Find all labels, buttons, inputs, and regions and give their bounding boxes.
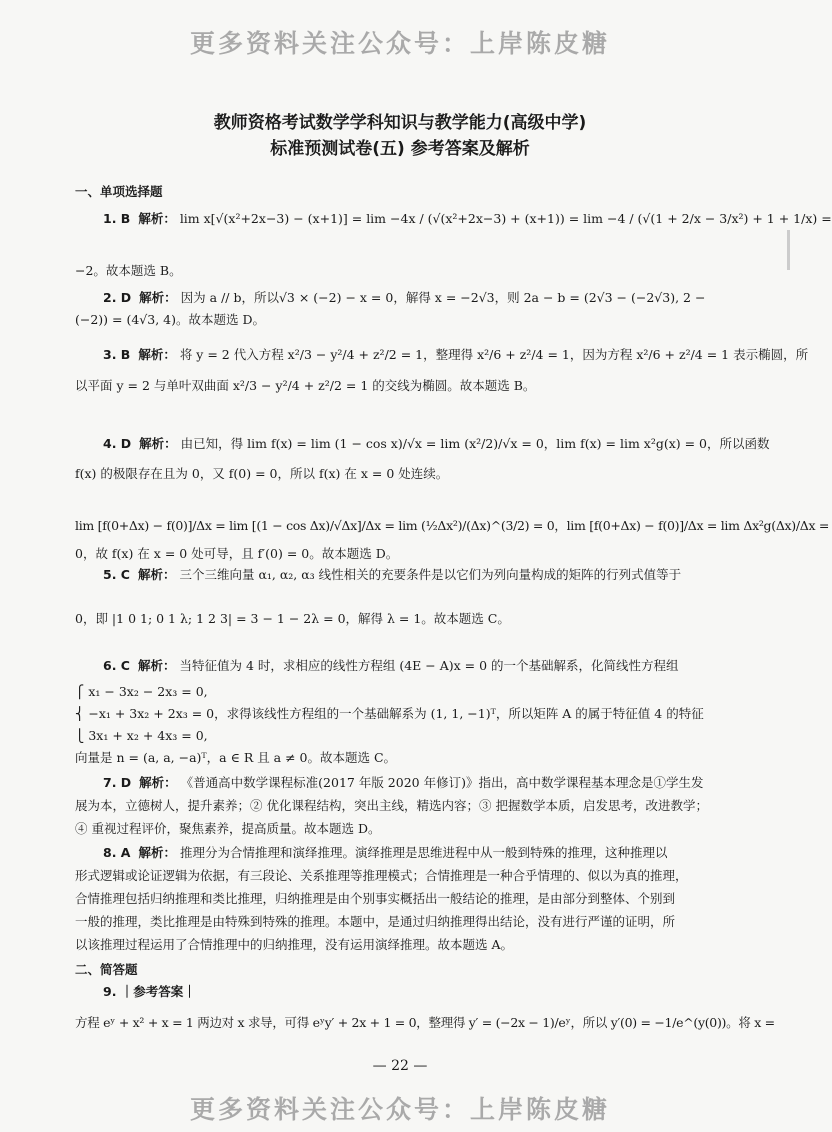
q4-label: 4. D <box>103 436 132 451</box>
q9-line1: 方程 eʸ + x² + x = 1 两边对 x 求导，可得 eʸy′ + 2x + 1 = 0，整理得 y′ = (−2x − 1)/eʸ，所以 y′(0) = −1/e^(y(0))。将 x = <box>75 1015 775 1030</box>
q9-label: 9. ｜参考答案｜ <box>103 984 196 999</box>
q5-text1: 三个三维向量 α₁, α₂, α₃ 线性相关的充要条件是以它们为列向量构成的矩阵的行列式值等于 <box>179 567 682 582</box>
q1-text1: lim x[√(x²+2x−3) − (x+1)] = lim −4x / (√(x²+2x−3) + (x+1)) = lim −4 / (√(1 + 2/x − 3/x²) + 1 + 1/x) = <box>179 211 832 226</box>
watermark-top: 更多资料关注公众号：上岸陈皮糖 <box>189 29 610 58</box>
q1-line1 <box>103 210 832 228</box>
q7-text1: 《普通高中数学课程标准(2017 年版 2020 年修订)》指出，高中数学课程基本理念是①学生发 <box>180 775 704 790</box>
q7-line1 <box>103 774 725 792</box>
q5-line2: 0，即 |1 0 1; 0 1 λ; 1 2 3| = 3 − 1 − 2λ = 0，解得 λ = 1。故本题选 C。 <box>75 611 510 626</box>
q4-line2: f(x) 的极限存在且为 0，又 f(0) = 0，所以 f(x) 在 x = 0 处连续。 <box>75 466 449 481</box>
q6-line3: ⎨ −x₁ + 3x₂ + 2x₃ = 0，求得该线性方程组的一个基础解系为 (1, 1, −1)ᵀ，所以矩阵 A 的属于特征值 4 的特征 <box>75 706 704 721</box>
q8-line4: 一般的推理，类比推理是由特殊到特殊的推理。本题中，是通过归纳推理得出结论，没有进行严谨的证明，所 <box>75 914 676 929</box>
q3-line1 <box>103 346 809 364</box>
q4-jiexi: 解析： <box>139 436 177 451</box>
q3-label: 3. B <box>103 347 131 362</box>
q6-text1: 当特征值为 4 时，求相应的线性方程组 (4E − A)x = 0 的一个基础解系，化简线性方程组 <box>179 658 679 673</box>
q4-text1: 由已知，得 lim f(x) = lim (1 − cos x)/√x = lim (x²/2)/√x = 0，lim f(x) = lim x²g(x) = 0，所以函数 <box>180 436 770 451</box>
q7-line3: ④ 重视过程评价，聚焦素养，提高质量。故本题选 D。 <box>75 821 381 836</box>
scan-edge-mark <box>787 230 790 270</box>
q7-jiexi: 解析： <box>139 775 177 790</box>
q8-line2: 形式逻辑或论证逻辑为依据，有三段论、关系推理等推理模式；合情推理是一种合乎情理的、似以为真的推理， <box>75 868 688 883</box>
q2-label: 2. D <box>103 290 132 305</box>
q3-jiexi: 解析： <box>138 347 176 362</box>
q5-label: 5. C <box>103 567 130 582</box>
section-heading-choice: 一、单项选择题 <box>75 184 163 199</box>
q7-line2: 展为本，立德树人，提升素养；② 优化课程结构，突出主线，精选内容；③ 把握数学本质，启发思考，改进教学； <box>75 798 708 813</box>
q1-jiexi: 解析： <box>138 211 176 226</box>
q8-text1: 推理分为合情推理和演绎推理。演绎推理是思维进程中从一般到特殊的推理，这种推理以 <box>179 845 668 860</box>
q8-jiexi: 解析： <box>138 845 176 860</box>
q2-line2: (−2)) = (4√3, 4)。故本题选 D。 <box>75 312 265 327</box>
q6-line5: 向量是 n = (a, a, −a)ᵀ，a ∈ R 且 a ≠ 0。故本题选 C。 <box>75 750 397 765</box>
page-title: 教师资格考试数学学科知识与教学能力(高级中学) <box>213 113 587 133</box>
q6-line2: ⎧ x₁ − 3x₂ − 2x₃ = 0, <box>75 684 208 699</box>
q1-line2: −2。故本题选 B。 <box>75 263 182 278</box>
q8-line3: 合情推理包括归纳推理和类比推理，归纳推理是由个别事实概括出一般结论的推理，是由部分到整体、个别到 <box>75 891 676 906</box>
q4-line3: lim [f(0+Δx) − f(0)]/Δx = lim [(1 − cos Δx)/√Δx]/Δx = lim (½Δx²)/(Δx)^(3/2) = 0，lim [f(0+Δx) − f(0)]/Δx = lim Δx²g(Δx)/Δx = <box>75 518 830 533</box>
section-heading-short-answer: 二、简答题 <box>75 962 138 977</box>
q8-line1 <box>103 844 725 862</box>
q2-jiexi: 解析： <box>139 290 177 305</box>
q8-label: 8. A <box>103 845 131 860</box>
q5-jiexi: 解析： <box>137 567 176 582</box>
q6-line1 <box>103 657 725 675</box>
q3-text1: 将 y = 2 代入方程 x²/3 − y²/4 + z²/2 = 1，整理得 x²/6 + z²/4 = 1，因为方程 x²/6 + z²/4 = 1 表示椭圆，所 <box>179 347 809 362</box>
q4-line1 <box>103 435 770 453</box>
q5-line1 <box>103 566 725 584</box>
page-number: — 22 — <box>372 1058 428 1074</box>
q6-line4: ⎩ 3x₁ + x₂ + 4x₃ = 0, <box>75 728 208 743</box>
q6-jiexi: 解析： <box>137 658 176 673</box>
q6-label: 6. C <box>103 658 130 673</box>
q2-line1 <box>103 289 725 307</box>
q2-text1: 因为 a // b，所以√3 × (−2) − x = 0，解得 x = −2√3，则 2a − b = (2√3 − (−2√3), 2 − <box>180 290 706 305</box>
watermark-bottom: 更多资料关注公众号：上岸陈皮糖 <box>189 1095 610 1124</box>
page-subtitle: 标准预测试卷(五) 参考答案及解析 <box>270 139 530 159</box>
q7-label: 7. D <box>103 775 132 790</box>
q3-line2: 以平面 y = 2 与单叶双曲面 x²/3 − y²/4 + z²/2 = 1 的交线为椭圆。故本题选 B。 <box>75 378 536 393</box>
q1-label: 1. B <box>103 211 131 226</box>
q4-line4: 0，故 f(x) 在 x = 0 处可导，且 f′(0) = 0。故本题选 D。 <box>75 546 399 561</box>
q9-heading <box>103 983 725 1001</box>
q8-line5: 以该推理过程运用了合情推理中的归纳推理，没有运用演绎推理。故本题选 A。 <box>75 937 514 952</box>
